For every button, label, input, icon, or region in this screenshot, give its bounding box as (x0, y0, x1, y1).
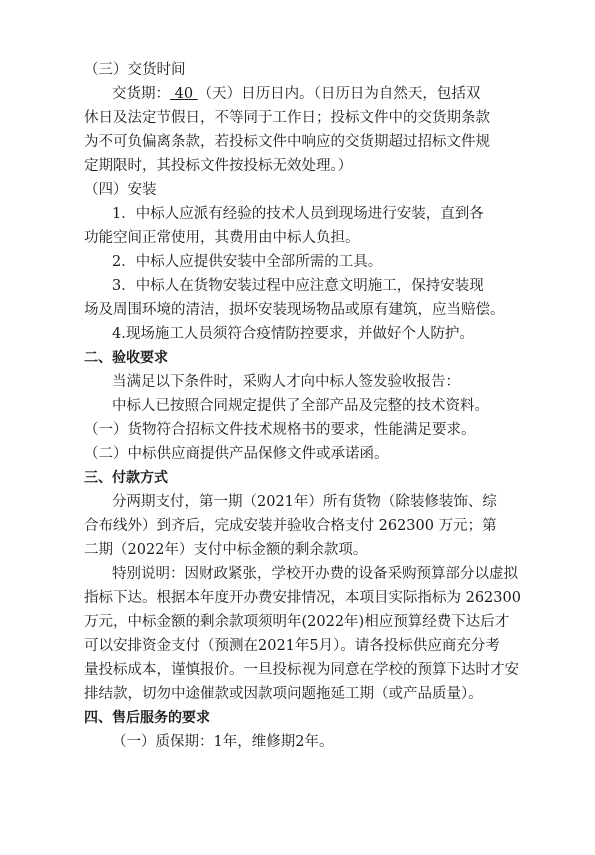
section-payment-heading: 三、付款方式 (84, 470, 168, 486)
acceptance-condition-docs: 中标人已按照合同规定提供了全部产品及完整的技术资料。 (112, 398, 489, 414)
special-note-line-6: 排结款，切勿中途催款或因款项问题拖延工期（或产品质量）。 (84, 686, 483, 702)
special-note-line-4: 可以安排资金支付（预测在2021年5月）。请各投标供应商充分考 (84, 638, 500, 654)
acceptance-condition-1: （一）货物符合招标文件技术规格书的要求，性能满足要求。 (84, 422, 476, 438)
special-note-line-5: 量投标成本，谨慎报价。一旦投标视为同意在学校的预算下达时才安 (84, 662, 519, 678)
special-note-line-1: 特别说明：因财政紧张，学校开办费的设备采购预算部分以虚拟 (112, 566, 518, 582)
section-acceptance-heading: 二、验收要求 (84, 350, 168, 366)
install-item-3-line-2: 场及周围环境的清洁，损坏安装现场物品或原有建筑，应当赔偿。 (84, 302, 505, 318)
delivery-line-1 (84, 82, 535, 106)
install-item-2: 2．中标人应提供安装中全部所需的工具。 (112, 254, 383, 270)
section-after-sales-heading: 四、售后服务的要求 (84, 710, 210, 726)
delivery-line-4: 定期限时，其投标文件按投标无效处理。） (84, 158, 353, 174)
install-item-1-line-2: 功能空间正常使用，其费用由中标人负担。 (84, 230, 360, 246)
warranty-line: （一）质保期：1年，维修期2年。 (112, 734, 334, 750)
delivery-prefix: 交货期： (112, 86, 170, 102)
payment-line-1: 分两期支付，第一期（2021年）所有货物（除装修装饰、综 (112, 494, 497, 510)
delivery-line-3: 为不可负偏离条款，若投标文件中响应的交货期超过招标文件规 (84, 134, 490, 150)
section-installation-heading: （四）安装 (84, 182, 157, 198)
install-item-3-line-1: 3．中标人在货物安装过程中应注意文明施工，保持安装现 (112, 278, 484, 294)
install-item-4: 4.现场施工人员须符合疫情防控要求，并做好个人防护。 (112, 326, 474, 342)
special-note-line-3: 万元，中标金额的剩余款项须明年(2022年)相应预算经费下达后才 (84, 614, 510, 630)
acceptance-intro: 当满足以下条件时，采购人才向中标人签发验收报告： (112, 374, 460, 390)
payment-line-3: 二期（2022年）支付中标金额的剩余款项。 (84, 542, 368, 558)
delivery-suffix: （天）日历日内。（日历日为自然天，包括双 (197, 86, 481, 102)
payment-line-2: 合布线外）到齐后，完成安装并验收合格支付 262300 万元；第 (84, 518, 497, 534)
delivery-days-value: 40 (170, 86, 198, 102)
acceptance-condition-2: （二）中标供应商提供产品保修文件或承诺函。 (84, 446, 389, 462)
install-item-1-line-1: 1．中标人应派有经验的技术人员到现场进行安装，直到各 (112, 206, 484, 222)
section-delivery-time-heading: （三）交货时间 (84, 62, 186, 78)
special-note-line-2: 指标下达。根据本年度开办费安排情况，本项目实际指标为 262300 (84, 590, 521, 606)
delivery-line-2: 休日及法定节假日，不等同于工作日；投标文件中的交货期条款 (84, 110, 490, 126)
